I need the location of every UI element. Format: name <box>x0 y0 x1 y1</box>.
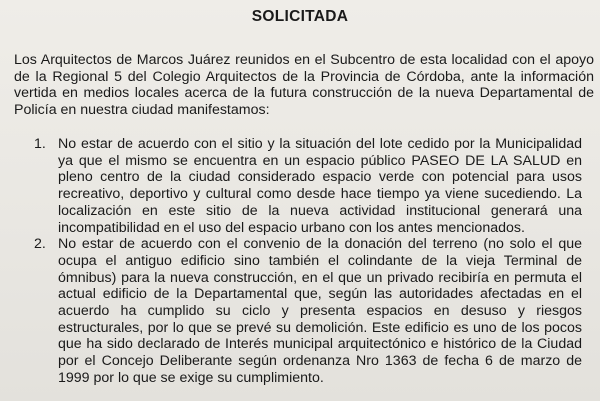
numbered-list <box>34 136 594 387</box>
list-item-text: No estar de acuerdo con el convenio de la donación del terreno (no solo el que ocupa el antiguo edificio sino también el colindante de la vieja Terminal de ómnibus) para la nueva construcción, en el que un privado recibiría en permuta el actual edificio de la Departamental que, según las autoridades afectadas en el acuerdo ha cumplido su ciclo y presenta espacios en desuso y riesgos estructurales, por lo que se prevé su demolición. Este edificio es uno de los pocos que ha sido declarado de Interés municipal arquitectónico e histórico de la Ciudad por el Concejo Deliberante según ordenanza Nro 1363 de fecha 6 de marzo de 1999 por lo que se exige su cumplimiento. <box>58 236 582 386</box>
list-item-number: 1. <box>34 136 46 152</box>
list-item-text: No estar de acuerdo con el sitio y la situación del lote cedido por la Municipalidad ya que el mismo se encuentra en un espacio público PASEO DE LA SALUD en pleno centro de la ciudad considerado espacio verde con potencial para usos recreativo, deportivo y cultural como desde hace tiempo ya viene sucediendo. La localización en este sitio de la nueva actividad institucional generará una incompatibilidad en el uso del espacio urbano con los antes mencionados. <box>58 136 582 236</box>
list-item-number: 2. <box>34 236 46 253</box>
intro-paragraph: Los Arquitectos de Marcos Juárez reunidos en el Subcentro de esta localidad con el apoyo de la Regional 5 del Colegio Arquitectos de la Provincia de Córdoba, ante la información vertida en medios locales acerca de la futura construcción de la nueva Departamental de Policía en nuestra ciudad manifestamos: <box>14 52 594 118</box>
document-title: SOLICITADA <box>251 8 349 25</box>
list-item <box>34 136 594 236</box>
list-item <box>34 236 594 386</box>
